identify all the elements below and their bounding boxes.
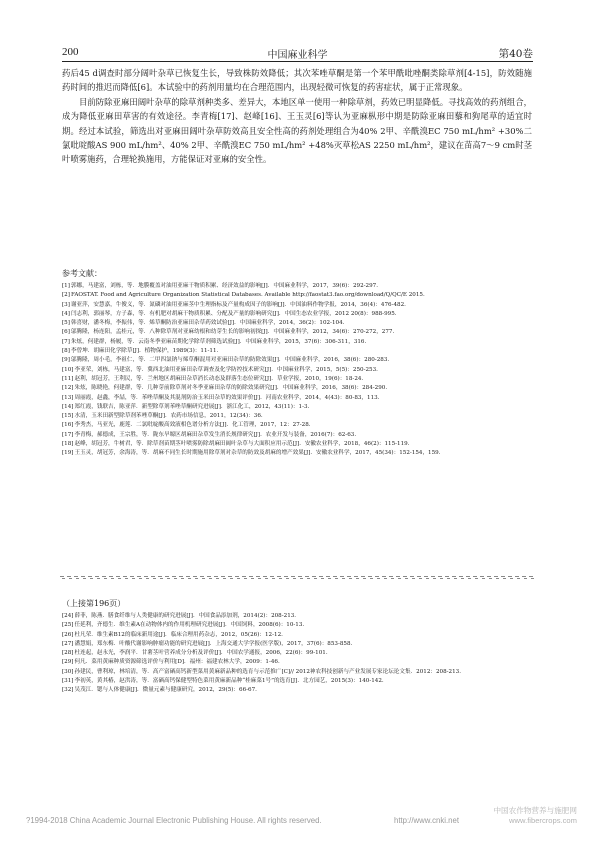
- reference-item: [62, 384, 532, 393]
- reference-number: [1]: [62, 283, 70, 289]
- reference-number: [3]: [62, 301, 70, 308]
- reference-item: [62, 291, 532, 300]
- reference-text: 李曾坤．胡麻田化学除草[J]．植物保护，1989(3)：11-11.: [70, 348, 219, 355]
- header-rule: [62, 61, 533, 62]
- reference-item: [62, 375, 532, 384]
- reference-item: [62, 449, 532, 458]
- reference-text: 邬腾隆，杨连阳，孟桂元，等．八种除草剂对亚麻幼根和幼芽生长的影响初探[J]．中国麻业科学，2012，34(6)：270-272，277.: [70, 329, 395, 336]
- cnki-link[interactable]: http://www.cnki.net: [393, 816, 459, 825]
- reference-text: 李青梅，郝德成，王宗胜，等．陇东旱塬区胡麻田杂草发生消长规律研究[J]．农业开发与装备，2016(7)：62-63.: [74, 431, 357, 438]
- reference-number: [2]: [62, 292, 70, 299]
- reference-item: [62, 612, 532, 621]
- reference-item: [62, 328, 532, 337]
- reference-item: [62, 394, 532, 403]
- reference-item: [62, 440, 532, 449]
- body-text: [62, 66, 532, 167]
- reference-number: [4]: [62, 310, 70, 317]
- continued-from-note: （上接第196页）: [62, 599, 126, 608]
- reference-item: [62, 668, 532, 677]
- reference-text: 郑红霞，钱联吉，陈亚萍．新型除草剂苯唑草酮研究进展[J]．浙江化工，2012，43(11)：1-3.: [74, 403, 310, 410]
- reference-text: 潘慧娟，郑东梅．叶酸代谢影响肿瘤功能的研究进展[J]．上海交通大学学报(医学版)，2017，37(6)：853-858.: [74, 640, 353, 647]
- reference-item: [62, 686, 532, 695]
- page-footer: [26, 806, 577, 828]
- reference-item: [62, 356, 532, 365]
- reference-number: [18]: [62, 441, 74, 448]
- reference-text: 朱炫，陈晓艳，何建群，等．几种芽前除草剂对冬季亚麻田杂草的防除效果研究[J]．中国麻业科学，2016，38(6)：284-290.: [74, 385, 388, 392]
- reference-number: [29]: [62, 659, 74, 666]
- reference-text: 吴茂江．锶与人体健康[J]．微量元素与健康研究，2012，29(5)：66-67.: [74, 687, 257, 694]
- references-heading: 参考文献：: [62, 269, 102, 278]
- reference-text: 周丽霞，赵鑫，李喆，等．苯唑草酮及其混剂防治玉米田杂草的效果评价[J]．河南农业科学，2014，4(43)：80-83，113.: [74, 394, 380, 401]
- reference-text: 赵利，胡冠芳，王利民，等．兰州地区胡麻田杂草消长动态及群落生态位研究[J]．草业学报，2010，19(6)：18-24.: [74, 375, 364, 382]
- reference-number: [7]: [62, 338, 70, 345]
- reference-number: [5]: [62, 320, 70, 327]
- reference-number: [15]: [62, 413, 74, 420]
- reference-text: 闫志利，郭丽琴，方子森，等．有机肥对胡麻干物质积累、分配及产量的影响研究[J]．中国生态农业学报，2012 20(8)：988-995.: [70, 310, 397, 317]
- reference-text: 郭娜，马建富，刘栋，等．地膜覆盖对油用亚麻干物质积累、经济效益的影响[J]．中国麻业科学，2017，39(6)：292-297.: [70, 283, 378, 289]
- reference-number: [30]: [62, 668, 74, 675]
- reference-text: 谢亚萍，安慧嘉，牛俊义，等．氮磷对油用亚麻茎中生理指标及产量构成因子的影响[J]．中国油料作物学报，2014，36(4)：476-482.: [70, 301, 406, 308]
- running-header: [62, 46, 533, 66]
- reference-number: [32]: [62, 687, 74, 694]
- copyright-notice: ?1994-2018 China Academic Journal Electronic Publishing House. All rights reserved.: [26, 816, 322, 825]
- reference-item: [62, 431, 532, 440]
- reference-number: [8]: [62, 348, 70, 355]
- reference-number: [9]: [62, 357, 70, 364]
- volume-label: 第40卷: [498, 48, 533, 60]
- reference-item: [62, 403, 532, 412]
- reference-text: 王玉灵，胡冠芳，余海涛，等．胡麻不同生长时期施用除草剂对杂草的防效及胡麻的增产效果[J]．安徽农业科学，2017，45(34)：152-154，159.: [74, 450, 441, 457]
- reference-number: [10]: [62, 366, 74, 373]
- reference-number: [28]: [62, 650, 74, 657]
- reference-text: 杜连起，赵永光，李润平．甘薯茎叶营养成分分析及评价[J]．中国农学通报，2006，22(6)：99-101.: [74, 650, 328, 657]
- reference-item: [62, 621, 532, 630]
- reference-text: 赵峰，胡冠芳，牛树君，等．除草剂苗期茎叶喷雾防除胡麻田阔叶杂草与大面积应用示范[J]．安徽农业科学，2018，46(2)：115-119.: [74, 441, 410, 448]
- reference-item: [62, 658, 532, 667]
- reference-number: [11]: [62, 375, 74, 382]
- section-divider: [60, 578, 535, 580]
- continued-references-list: [62, 612, 532, 696]
- reference-item: [62, 640, 532, 649]
- paragraph: 药后45 d调查时部分阔叶杂草已恢复生长，导致株防效降低；其次苯唑草酮是第一个苯甲酰吡唑酮类除草剂[4-15]，防效随施药时间的推迟而降低[6]。本试验中的药剂用量均在合理范围内，出现轻微可恢复的药害症状，属于正常现象。: [62, 68, 532, 93]
- reference-number: [26]: [62, 631, 74, 638]
- reference-item: [62, 677, 532, 686]
- references-list: [62, 282, 532, 459]
- reference-text: 孙建民，曹利琼，林培清，等．高产富硒高钙新型菜用黄麻新品种的选育与示范推广[C]// 2012神农科技创新与产业发展专家论坛论文集．2012：208-213.: [74, 668, 462, 675]
- watermark-url: www.fibercrops.com: [509, 816, 577, 825]
- reference-number: [6]: [62, 329, 70, 336]
- reference-text: 韩喜财，潘冬梅，李振伟，等．烯草酮防治亚麻田杂草药效试验[J]．中国麻业科学，2014，36(2)：102-104.: [70, 320, 345, 327]
- reference-text: 薛菲，陈燕．膳食纤维与人类健康的研究进展[J]．中国食品添加剂，2014(2)：208-213.: [74, 613, 297, 619]
- reference-text: 水清，玉米田新型除草剂苯唑草酮[J]．农药市场信息，2011，12(34)：36.: [74, 413, 263, 420]
- reference-text: 任延利，齐德生．维生素A在动物体内的作用机理研究进展[J]．中国饲料，2008(6)：10-13.: [74, 622, 305, 629]
- reference-item: [62, 319, 532, 328]
- reference-item: [62, 301, 532, 310]
- reference-number: [12]: [62, 385, 74, 392]
- reference-text: 何凡．菜用黄麻种质资源筛选评价与利用[D]．福州：福建农林大学，2009：1-46.: [74, 659, 280, 666]
- reference-number: [25]: [62, 622, 74, 629]
- page-number: 200: [62, 46, 79, 58]
- reference-text: 李秀杰，马亚光，鹿莲．二氯吡啶酸高效液相色谱分析方法[J]．化工管理，2017，12：27-28.: [74, 422, 311, 429]
- paragraph: 目前防除亚麻田阔叶杂草的除草剂种类多、差异大，本地区单一使用一种除草剂，药效已明显降低。寻找高效的药剂组合，成为降低亚麻田草害的有效途径。李青梅[17]、赵峰[16]、王玉灵[6]等认为亚麻枞形中期是防除亚麻田藜和狗尾草的适宜时期。经过本试验，筛选出对亚麻田阔叶杂草防效高且安全性高的药剂处理组合为40% 2甲、辛酰溴EC 750 mL/hm² +30%二氯吡啶酸AS 900 mL/hm²、40% 2甲、辛酰溴EC 750 mL/hm² +48%灭草松AS 2250 mL/hm²，建议在苗高7～9 cm时茎叶喷雾施药，合理轮换施用，方能保证对亚麻的安全性。: [62, 96, 532, 165]
- reference-number: [24]: [62, 613, 74, 619]
- reference-text: 朱炫，何建群，杨履，等．云南冬季亚麻苗期化学除草剂筛选试验[J]．中国麻业科学，2015，37(6)：306-311，316.: [70, 338, 367, 345]
- reference-number: [14]: [62, 403, 74, 410]
- reference-number: [31]: [62, 678, 74, 685]
- journal-title: 中国麻业科学: [267, 50, 328, 61]
- reference-item: [62, 366, 532, 375]
- reference-item: [62, 421, 532, 430]
- references-section: [62, 268, 532, 459]
- reference-text: 李初英，黄其椿，赵洪涛，等．富硒高钙保健型特色菜用黄麻新品种“桂麻菜1号”的选育[J]．北方园艺，2015(3)：140-142.: [74, 678, 384, 685]
- reference-number: [27]: [62, 640, 74, 647]
- reference-number: [16]: [62, 422, 74, 429]
- reference-item: [62, 347, 532, 356]
- watermark: [493, 806, 577, 826]
- reference-item: [62, 310, 532, 319]
- reference-item: [62, 631, 532, 640]
- reference-number: [17]: [62, 431, 74, 438]
- reference-text: 杜凡荣．维生素B12的临床新用途[J]．临床合理用药杂志，2012，05(26)：12-12.: [74, 631, 283, 638]
- reference-text: FAOSTAT. Food and Agriculture Organization Statistical Databases. Available http://faostat3.fao.org/download/Q/QC/E 2015.: [70, 292, 425, 299]
- reference-number: [19]: [62, 450, 74, 457]
- reference-text: 李亚荣，刘栋，马建富，等．冀西北油用亚麻田杂草调查及化学防控技术研究[J]．中国麻业科学，2015，5(5)：250-253.: [74, 366, 378, 373]
- reference-item: [62, 412, 532, 421]
- reference-item: [62, 338, 532, 347]
- reference-number: [13]: [62, 394, 74, 401]
- reference-item: [62, 649, 532, 658]
- continued-references: [62, 598, 532, 696]
- reference-item: [62, 282, 532, 291]
- reference-text: 邬腾隆，周小毛，李祖仁，等．二甲四氯钠与烯草酮混用对亚麻田杂草的防除效果[J]．中国麻业科学，2016，38(6)：280-283.: [70, 357, 390, 364]
- watermark-text: 中国农作物营养与施肥网: [493, 806, 577, 815]
